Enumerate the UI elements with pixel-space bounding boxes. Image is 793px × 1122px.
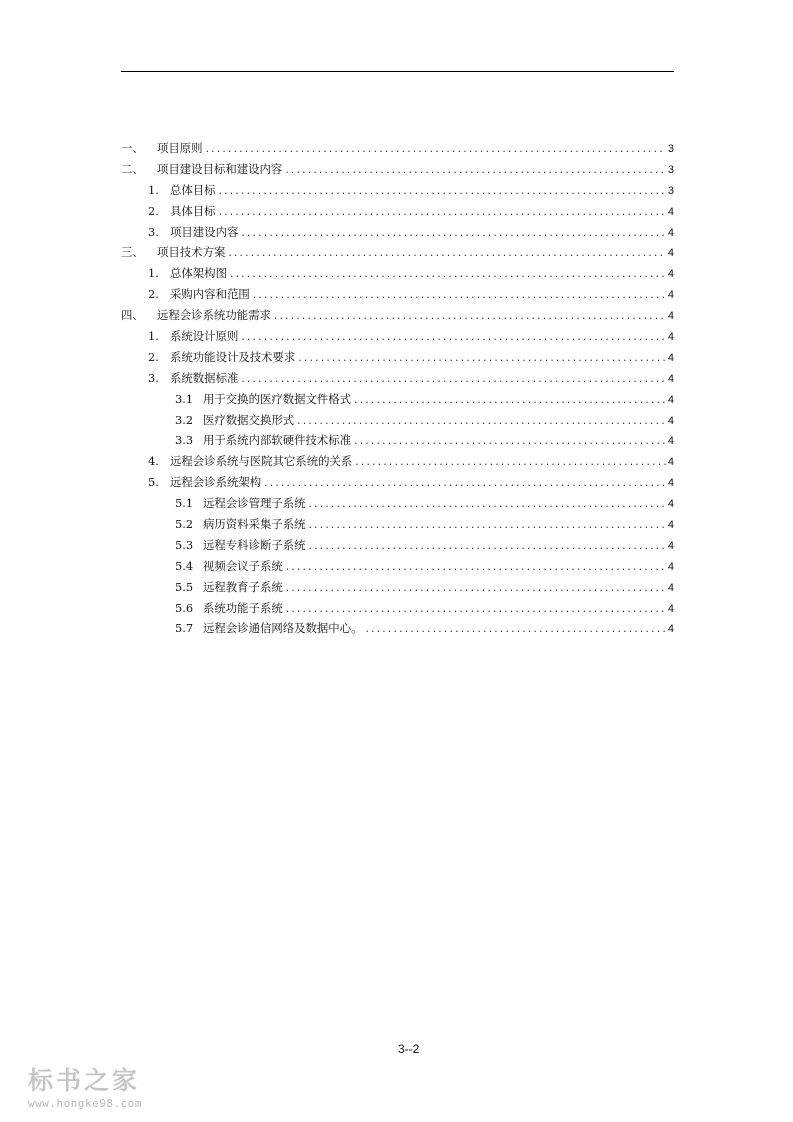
toc-entry-page: 3	[667, 143, 674, 155]
toc-dot-leader	[308, 516, 666, 537]
toc-entry-number: 1.	[148, 182, 159, 197]
footer-page-number: 3--2	[398, 1042, 420, 1056]
toc-entry-number: 2.	[148, 287, 159, 302]
toc-entry-page: 4	[667, 477, 674, 490]
toc-entry[interactable]	[121, 598, 674, 619]
toc-entry-title: 系统功能子系统	[203, 600, 283, 615]
toc-dot-leader	[227, 244, 666, 265]
toc-entry-title: 项目技术方案	[157, 245, 226, 260]
toc-dot-leader	[263, 474, 666, 495]
toc-dot-leader	[273, 307, 666, 328]
toc-dot-leader	[218, 182, 666, 203]
toc-entry[interactable]	[121, 389, 674, 410]
toc-entry[interactable]	[121, 326, 674, 347]
toc-entry-number: 3.	[148, 370, 159, 385]
toc-entry-page: 4	[667, 205, 674, 218]
toc-entry-page: 4	[667, 351, 674, 364]
watermark-logo: 标书之家	[28, 1066, 141, 1095]
toc-dot-leader	[353, 391, 666, 412]
toc-dot-leader	[240, 224, 666, 245]
toc-entry-title: 系统数据标准	[170, 370, 239, 385]
toc-entry-title: 远程会诊系统架构	[170, 475, 262, 490]
toc-entry-page: 4	[667, 539, 674, 552]
toc-entry-title: 具体目标	[170, 203, 216, 218]
toc-entry-page: 4	[667, 623, 674, 636]
toc-dot-leader	[364, 620, 665, 641]
toc-entry-number: 三、	[121, 245, 144, 260]
toc-entry[interactable]	[121, 138, 674, 159]
toc-entry-title: 远程会诊管理子系统	[203, 496, 306, 511]
table-of-contents	[121, 138, 674, 639]
toc-entry-number: 一、	[121, 141, 144, 155]
toc-dot-leader	[285, 600, 666, 621]
toc-entry-title: 项目建设内容	[170, 224, 239, 239]
toc-entry-title: 远程会诊通信网络及数据中心。	[203, 621, 363, 636]
toc-entry-title: 总体架构图	[170, 266, 227, 281]
toc-entry[interactable]	[121, 305, 674, 326]
toc-entry-number: 5.5	[175, 579, 194, 594]
toc-dot-leader	[297, 349, 666, 370]
toc-entry-number: 5.4	[175, 558, 194, 573]
toc-entry[interactable]	[121, 159, 674, 180]
toc-entry-page: 4	[667, 581, 674, 594]
toc-entry-page: 4	[667, 498, 674, 511]
toc-entry-number: 5.1	[175, 496, 194, 511]
toc-entry[interactable]	[121, 222, 674, 243]
toc-entry-number: 5.	[148, 475, 159, 490]
toc-entry-title: 总体目标	[170, 182, 216, 197]
toc-entry-number: 5.2	[175, 517, 194, 532]
toc-dot-leader	[308, 537, 666, 558]
toc-dot-leader	[285, 558, 666, 579]
toc-entry[interactable]	[121, 410, 674, 431]
toc-entry-page: 4	[667, 268, 674, 281]
toc-entry[interactable]	[121, 451, 674, 472]
watermark-url: www.hongke98.com	[28, 1097, 142, 1110]
toc-dot-leader	[229, 265, 666, 286]
toc-entry-page: 4	[667, 560, 674, 573]
toc-dot-leader	[296, 412, 666, 433]
toc-entry-title: 项目原则	[157, 141, 203, 155]
toc-entry-page: 4	[667, 331, 674, 344]
toc-entry-number: 1.	[148, 266, 159, 281]
toc-entry-page: 4	[667, 414, 674, 427]
toc-entry-number: 5.7	[175, 621, 194, 636]
toc-entry[interactable]	[121, 201, 674, 222]
toc-entry-title: 远程会诊系统功能需求	[157, 308, 271, 323]
toc-entry-number: 2.	[148, 203, 159, 218]
header-rule	[121, 71, 674, 72]
toc-entry-title: 病历资料采集子系统	[203, 517, 306, 532]
toc-entry-number: 5.6	[175, 600, 194, 615]
toc-dot-leader	[308, 495, 666, 516]
toc-entry[interactable]	[121, 535, 674, 556]
toc-dot-leader	[240, 370, 666, 391]
watermark	[28, 1066, 168, 1112]
toc-entry[interactable]	[121, 472, 674, 493]
toc-entry[interactable]	[121, 284, 674, 305]
toc-entry-title: 远程会诊系统与医院其它系统的关系	[170, 454, 353, 469]
toc-entry-title: 用于交换的医疗数据文件格式	[203, 391, 352, 406]
toc-entry[interactable]	[121, 556, 674, 577]
toc-dot-leader	[218, 203, 666, 224]
toc-entry[interactable]	[121, 493, 674, 514]
toc-dot-leader	[354, 453, 666, 474]
toc-entry-page: 3	[667, 184, 674, 197]
toc-entry-title: 系统设计原则	[170, 329, 239, 344]
toc-entry-page: 4	[667, 602, 674, 615]
toc-entry[interactable]	[121, 618, 674, 639]
toc-entry[interactable]	[121, 347, 674, 368]
toc-entry-title: 远程教育子系统	[203, 579, 283, 594]
toc-entry[interactable]	[121, 368, 674, 389]
toc-entry-title: 用于系统内部软硬件技术标准	[203, 433, 352, 448]
toc-dot-leader	[205, 140, 666, 161]
toc-entry-page: 4	[667, 247, 674, 260]
toc-entry-title: 视频会议子系统	[203, 558, 283, 573]
toc-entry-number: 3.3	[175, 433, 194, 448]
toc-entry[interactable]	[121, 180, 674, 201]
toc-entry-number: 3.2	[175, 412, 194, 427]
toc-dot-leader	[240, 328, 666, 349]
toc-entry-page: 4	[667, 456, 674, 469]
toc-entry-page: 4	[667, 289, 674, 302]
toc-entry[interactable]	[121, 242, 674, 263]
toc-entry[interactable]	[121, 514, 674, 535]
toc-entry-number: 二、	[121, 161, 144, 176]
toc-entry-page: 4	[667, 372, 674, 385]
toc-entry-title: 项目建设目标和建设内容	[157, 161, 283, 176]
toc-dot-leader	[284, 161, 666, 182]
toc-entry-page: 3	[667, 163, 674, 176]
toc-entry-title: 系统功能设计及技术要求	[170, 349, 296, 364]
toc-entry-page: 4	[667, 519, 674, 532]
toc-entry-title: 医疗数据交换形式	[203, 412, 295, 427]
toc-entry-page: 4	[667, 393, 674, 406]
toc-entry-number: 3.	[148, 224, 159, 239]
toc-entry-number: 1.	[148, 329, 159, 344]
toc-entry-page: 4	[667, 435, 674, 448]
toc-entry-number: 四、	[121, 308, 144, 323]
toc-dot-leader	[285, 579, 666, 600]
toc-entry-page: 4	[667, 226, 674, 239]
toc-entry-number: 4.	[148, 454, 159, 469]
toc-entry-page: 4	[667, 310, 674, 323]
toc-entry-number: 2.	[148, 349, 159, 364]
toc-dot-leader	[252, 286, 666, 307]
toc-entry-title: 远程专科诊断子系统	[203, 537, 306, 552]
toc-dot-leader	[353, 432, 666, 453]
toc-entry[interactable]	[121, 263, 674, 284]
toc-entry-title: 采购内容和范围	[170, 287, 250, 302]
toc-entry[interactable]	[121, 430, 674, 451]
toc-entry-number: 3.1	[175, 391, 194, 406]
toc-entry-number: 5.3	[175, 537, 194, 552]
toc-entry[interactable]	[121, 577, 674, 598]
